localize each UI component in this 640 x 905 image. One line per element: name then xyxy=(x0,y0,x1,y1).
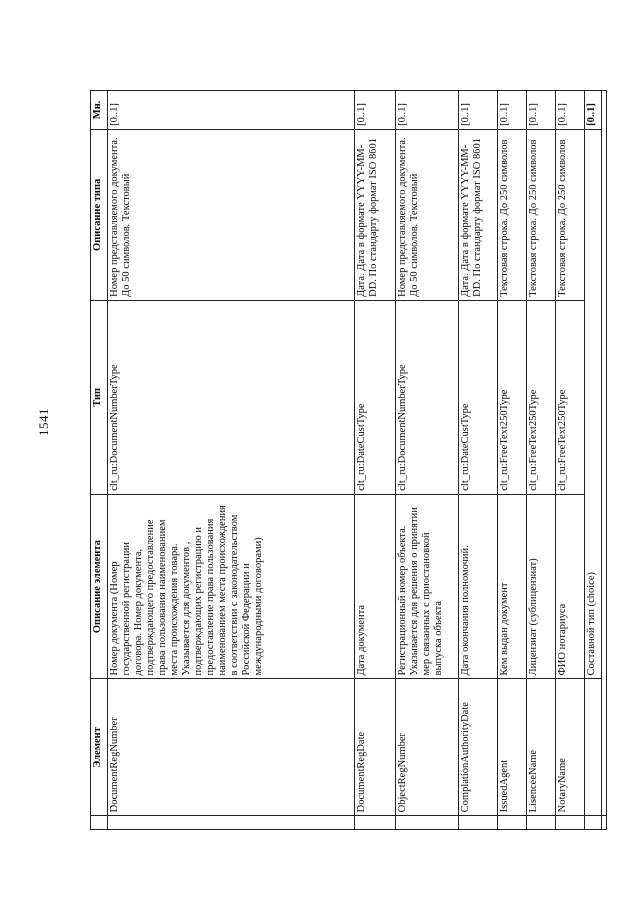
cell-element-desc: Номер документа (Номер государственной регистрации договора. Номер документа, подтверждающего предоставление права пользования наименованием места происхождения товара. Указывается для документов , подтверждающих регистрацию и предоставление права пользования наименованием места происхождения в соответствии с законодательством Российской Федерации и международными договорами) xyxy=(108,494,355,679)
cell-type-desc: Дата. Дата в формате YYYY-MM-DD. По стандарту формат ISO 8601 xyxy=(459,129,498,300)
cell-type-desc: Текстовая строка. До 250 символов xyxy=(527,129,556,300)
cell-type: clt_ru:FreeText250Type xyxy=(527,300,556,494)
choice-mult: [0..1] xyxy=(585,91,602,130)
bottom-rule-cell xyxy=(602,91,607,816)
row-spacer xyxy=(396,816,459,830)
table-row xyxy=(498,91,527,830)
cell-type: clt_ru:DocumentNumberType xyxy=(108,300,355,494)
cell-element-desc: Лицензиат (сублицензиат) xyxy=(527,494,556,679)
header-spacer xyxy=(91,816,108,830)
table-row xyxy=(527,91,556,830)
cell-mult: [0..1] xyxy=(498,91,527,130)
cell-type-desc: Дата. Дата в формате YYYY-MM-DD. По стандарту формат ISO 8601 xyxy=(355,129,396,300)
cell-element: NotaryName xyxy=(556,679,585,816)
table-row xyxy=(396,91,459,830)
table-row xyxy=(459,91,498,830)
row-spacer xyxy=(527,816,556,830)
header-element-desc: Описание элемента xyxy=(91,494,108,679)
header-element: Элемент xyxy=(91,679,108,816)
header-type-desc: Описание типа xyxy=(91,129,108,300)
cell-type: clt_ru:FreeText250Type xyxy=(498,300,527,494)
cell-mult: [0..1] xyxy=(527,91,556,130)
cell-element: LisenceeName xyxy=(527,679,556,816)
cell-mult: [0..1] xyxy=(459,91,498,130)
cell-type: clt_ru:DocumentNumberType xyxy=(396,300,459,494)
cell-type: clt_ru:DateCustType xyxy=(355,300,396,494)
cell-element: IssuedAgent xyxy=(498,679,527,816)
row-spacer xyxy=(498,816,527,830)
cell-element: ObjectRegNumber xyxy=(396,679,459,816)
page-number: 1541 xyxy=(36,408,51,436)
cell-type-desc: Текстовая строка. До 250 символов xyxy=(498,129,527,300)
choice-row xyxy=(585,91,602,830)
cell-mult: [0..1] xyxy=(355,91,396,130)
header-mult: Мн. xyxy=(91,91,108,130)
spec-table xyxy=(90,90,607,830)
choice-empty-cell xyxy=(585,679,602,816)
cell-type: clt_ru:DateCustType xyxy=(459,300,498,494)
table-row xyxy=(355,91,396,830)
cell-element-desc: Дата окончания полномочий. xyxy=(459,494,498,679)
cell-element-desc: Кем выдан документ xyxy=(498,494,527,679)
row-spacer xyxy=(556,816,585,830)
row-spacer xyxy=(108,816,355,830)
cell-element-desc: Дата документа xyxy=(355,494,396,679)
row-spacer xyxy=(459,816,498,830)
cell-element: DocumentRegNumber xyxy=(108,679,355,816)
row-spacer xyxy=(355,816,396,830)
table-row xyxy=(108,91,355,830)
table-row xyxy=(556,91,585,830)
cell-type-desc: Текстовая строка. До 250 символов xyxy=(556,129,585,300)
cell-type-desc: Номер представляемого документа. До 50 символов. Текстовый xyxy=(108,129,355,300)
header-type: Тип xyxy=(91,300,108,494)
cell-type: clt_ru:FreeText250Type xyxy=(556,300,585,494)
cell-mult: [0..1] xyxy=(396,91,459,130)
cell-element-desc: Регистрационный номер объекта. Указывается для решения о принятии мер связанных с приостановкой выпуска объекта xyxy=(396,494,459,679)
cell-mult: [0..1] xyxy=(108,91,355,130)
cell-type-desc: Номер представляемого документа. До 50 символов. Текстовый xyxy=(396,129,459,300)
cell-element: ComplationAuthorityDate xyxy=(459,679,498,816)
rotated-table-container xyxy=(90,90,610,830)
cell-element-desc: ФИО нотариуса xyxy=(556,494,585,679)
choice-text: Составной тип (choice) xyxy=(585,129,602,679)
table-bottom-rule xyxy=(602,91,607,830)
header-row xyxy=(91,91,108,830)
row-spacer xyxy=(602,816,607,830)
cell-element: DocumentRegDate xyxy=(355,679,396,816)
row-spacer xyxy=(585,816,602,830)
cell-mult: [0..1] xyxy=(556,91,585,130)
